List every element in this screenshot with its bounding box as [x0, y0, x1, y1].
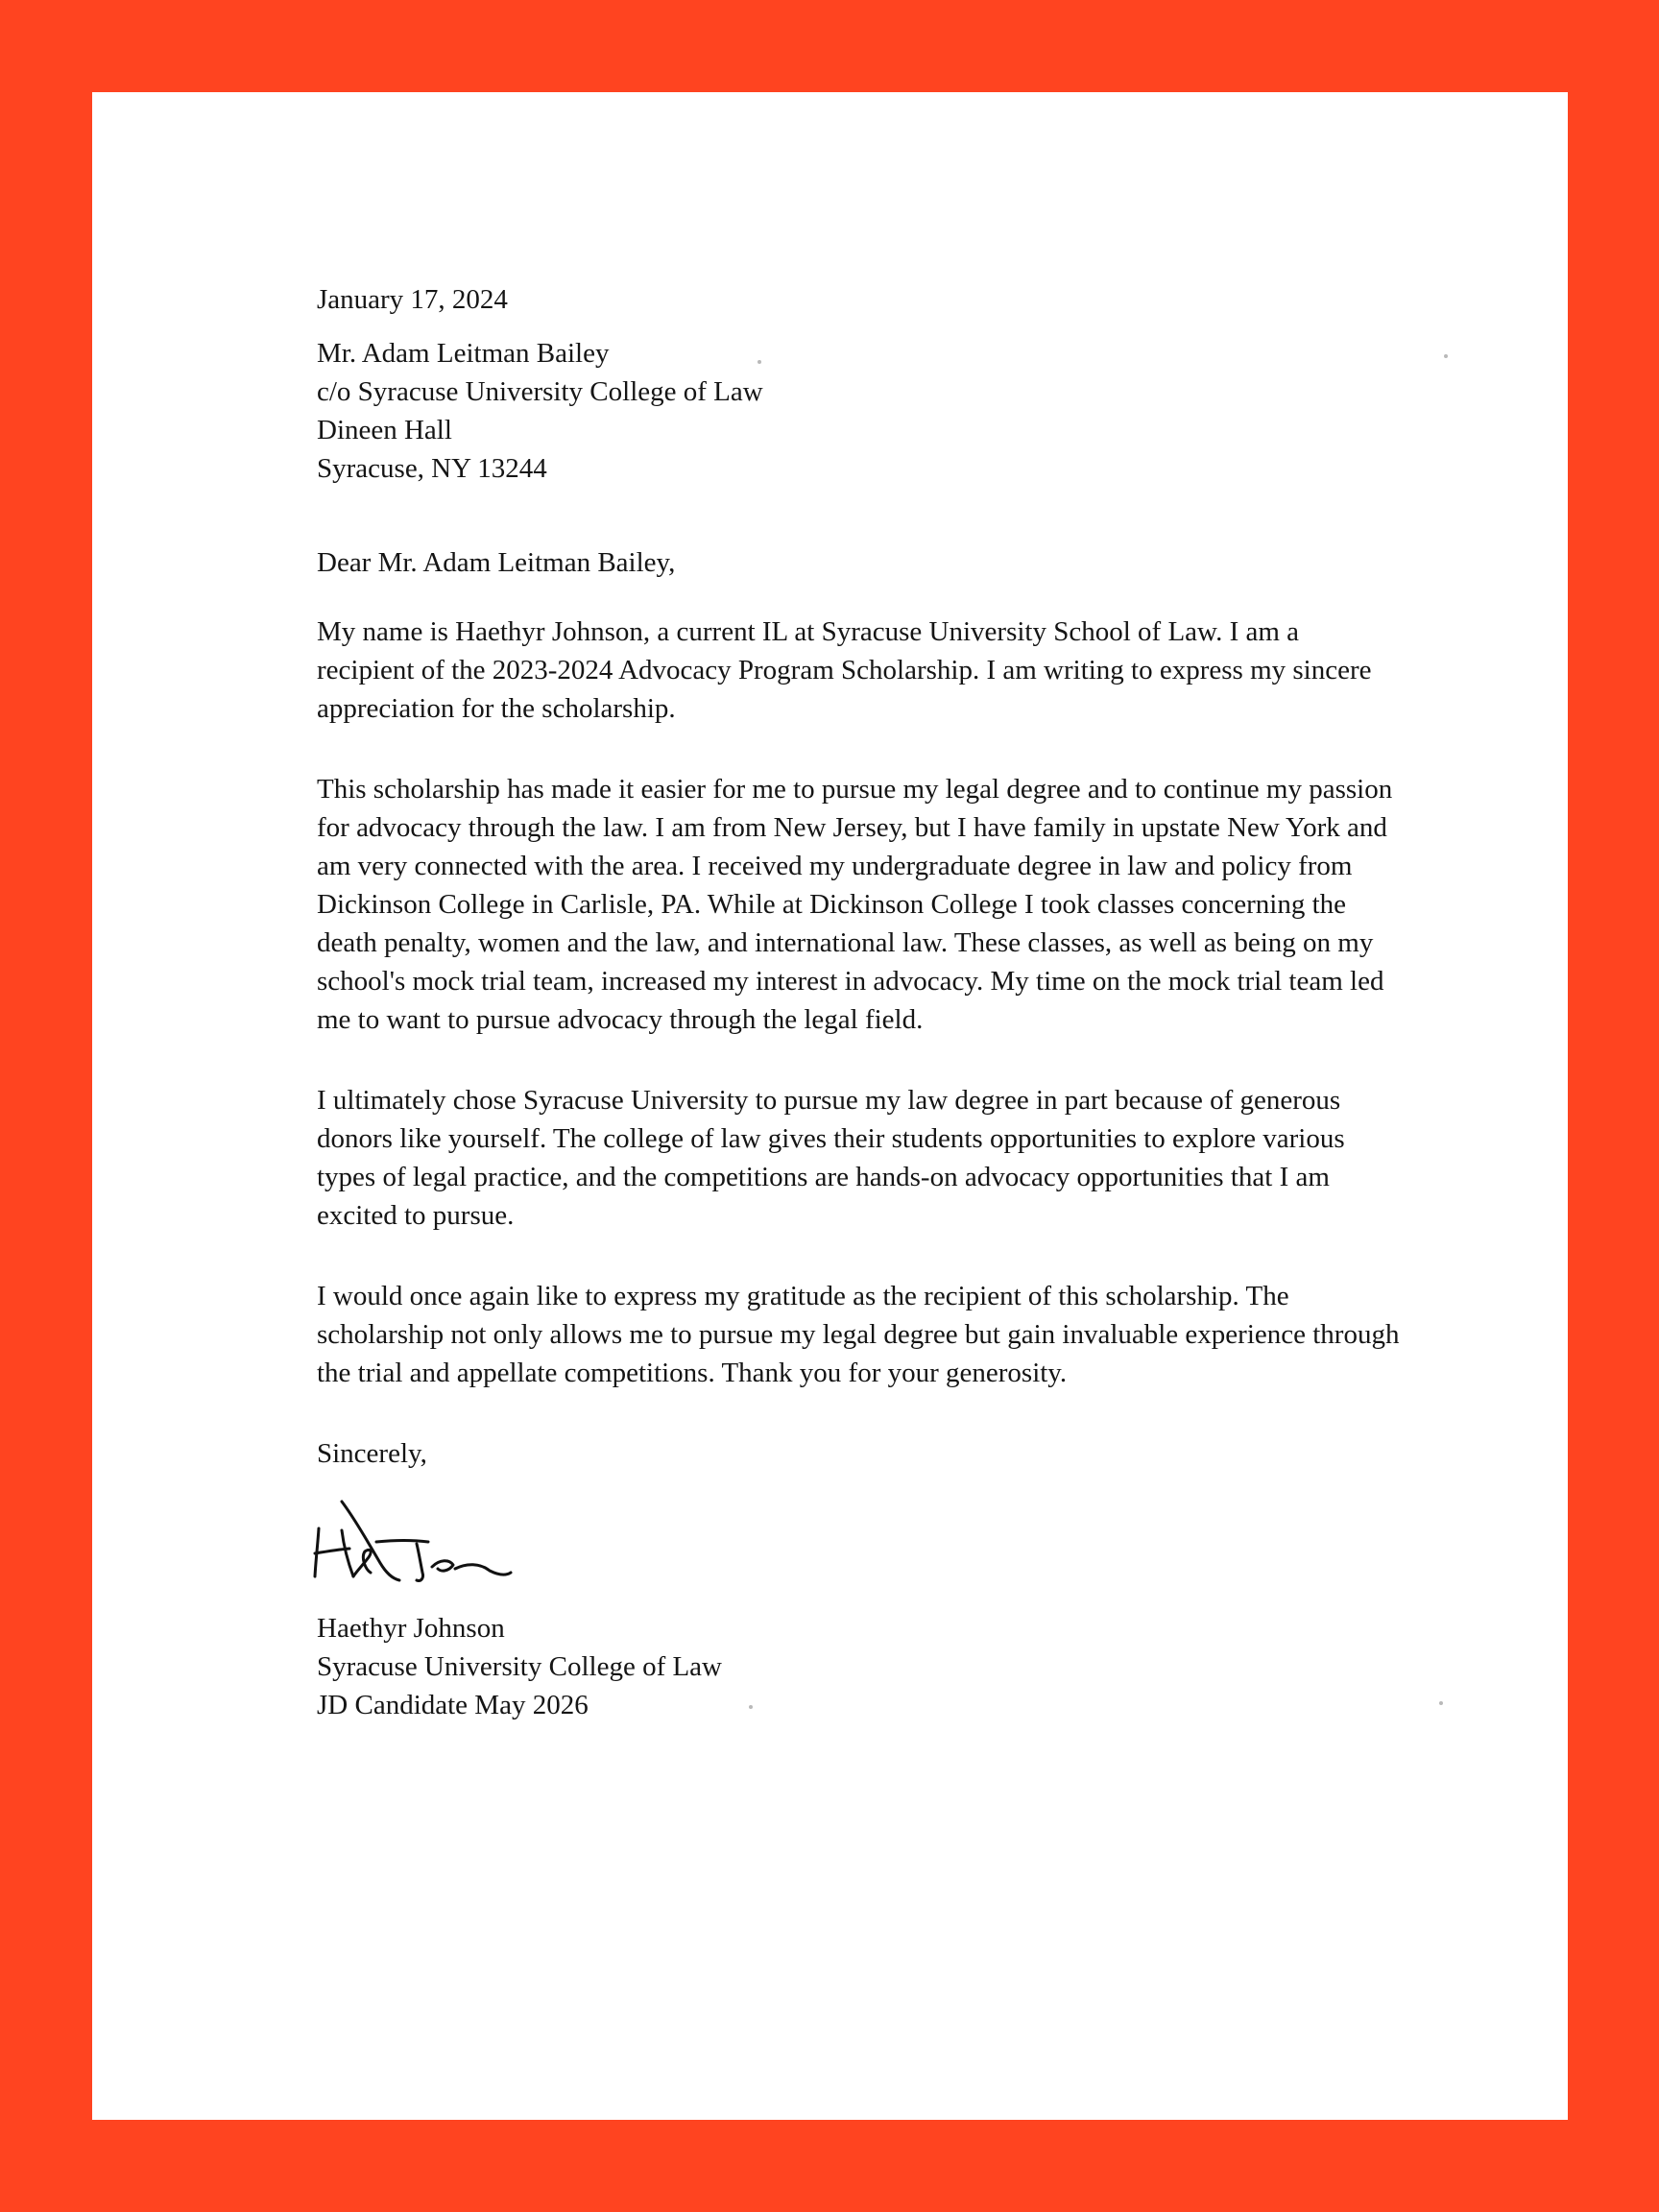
closing: Sincerely, [317, 1438, 427, 1469]
letter-page [92, 92, 1568, 2120]
paragraph-line: for advocacy through the law. I am from New Jersey, but I have family in upstate New York and [317, 812, 1387, 843]
paragraph-line: am very connected with the area. I received my undergraduate degree in law and policy from [317, 851, 1353, 881]
signature-icon [309, 1496, 520, 1592]
recipient-address [317, 334, 1469, 488]
paragraph-line: school's mock trial team, increased my interest in advocacy. My time on the mock trial team led [317, 966, 1384, 997]
paragraph-line: recipient of the 2023-2024 Advocacy Program Scholarship. I am writing to express my sincere [317, 655, 1372, 685]
salutation: Dear Mr. Adam Leitman Bailey, [317, 547, 676, 578]
address-line: Mr. Adam Leitman Bailey [317, 338, 610, 369]
address-line: Dineen Hall [317, 415, 452, 445]
paragraph-line: death penalty, women and the law, and international law. These classes, as well as being on my [317, 927, 1374, 958]
address-line: Syracuse, NY 13244 [317, 453, 547, 484]
paragraph-background [317, 770, 1469, 1039]
signer-institution: Syracuse University College of Law [317, 1651, 723, 1682]
signer-block [317, 1609, 1469, 1724]
paragraph-line: I ultimately chose Syracuse University to pursue my law degree in part because of generous [317, 1085, 1341, 1116]
paragraph-school-choice [317, 1081, 1469, 1235]
paragraph-line: scholarship not only allows me to pursue my legal degree but gain invaluable experience through [317, 1319, 1400, 1350]
paragraph-line: me to want to pursue advocacy through the legal field. [317, 1004, 924, 1035]
paragraph-line: This scholarship has made it easier for me to pursue my legal degree and to continue my passion [317, 774, 1393, 805]
paragraph-line: the trial and appellate competitions. Thank you for your generosity. [317, 1358, 1068, 1388]
paragraph-gratitude [317, 1277, 1469, 1392]
paragraph-line: donors like yourself. The college of law gives their students opportunities to explore various [317, 1123, 1345, 1154]
address-line: c/o Syracuse University College of Law [317, 376, 763, 407]
paragraph-introduction [317, 613, 1469, 728]
paragraph-line: My name is Haethyr Johnson, a current IL at Syracuse University School of Law. I am a [317, 616, 1300, 647]
paragraph-line: Dickinson College in Carlisle, PA. While at Dickinson College I took classes concerning the [317, 889, 1347, 920]
letter-date: January 17, 2024 [317, 284, 508, 315]
paragraph-line: excited to pursue. [317, 1200, 515, 1231]
paragraph-line: I would once again like to express my gratitude as the recipient of this scholarship. The [317, 1281, 1289, 1311]
paragraph-line: appreciation for the scholarship. [317, 693, 676, 724]
letter-body [317, 280, 1469, 1724]
signer-name: Haethyr Johnson [317, 1613, 505, 1644]
paragraph-line: types of legal practice, and the competitions are hands-on advocacy opportunities that I am [317, 1162, 1330, 1192]
signer-title: JD Candidate May 2026 [317, 1690, 589, 1720]
